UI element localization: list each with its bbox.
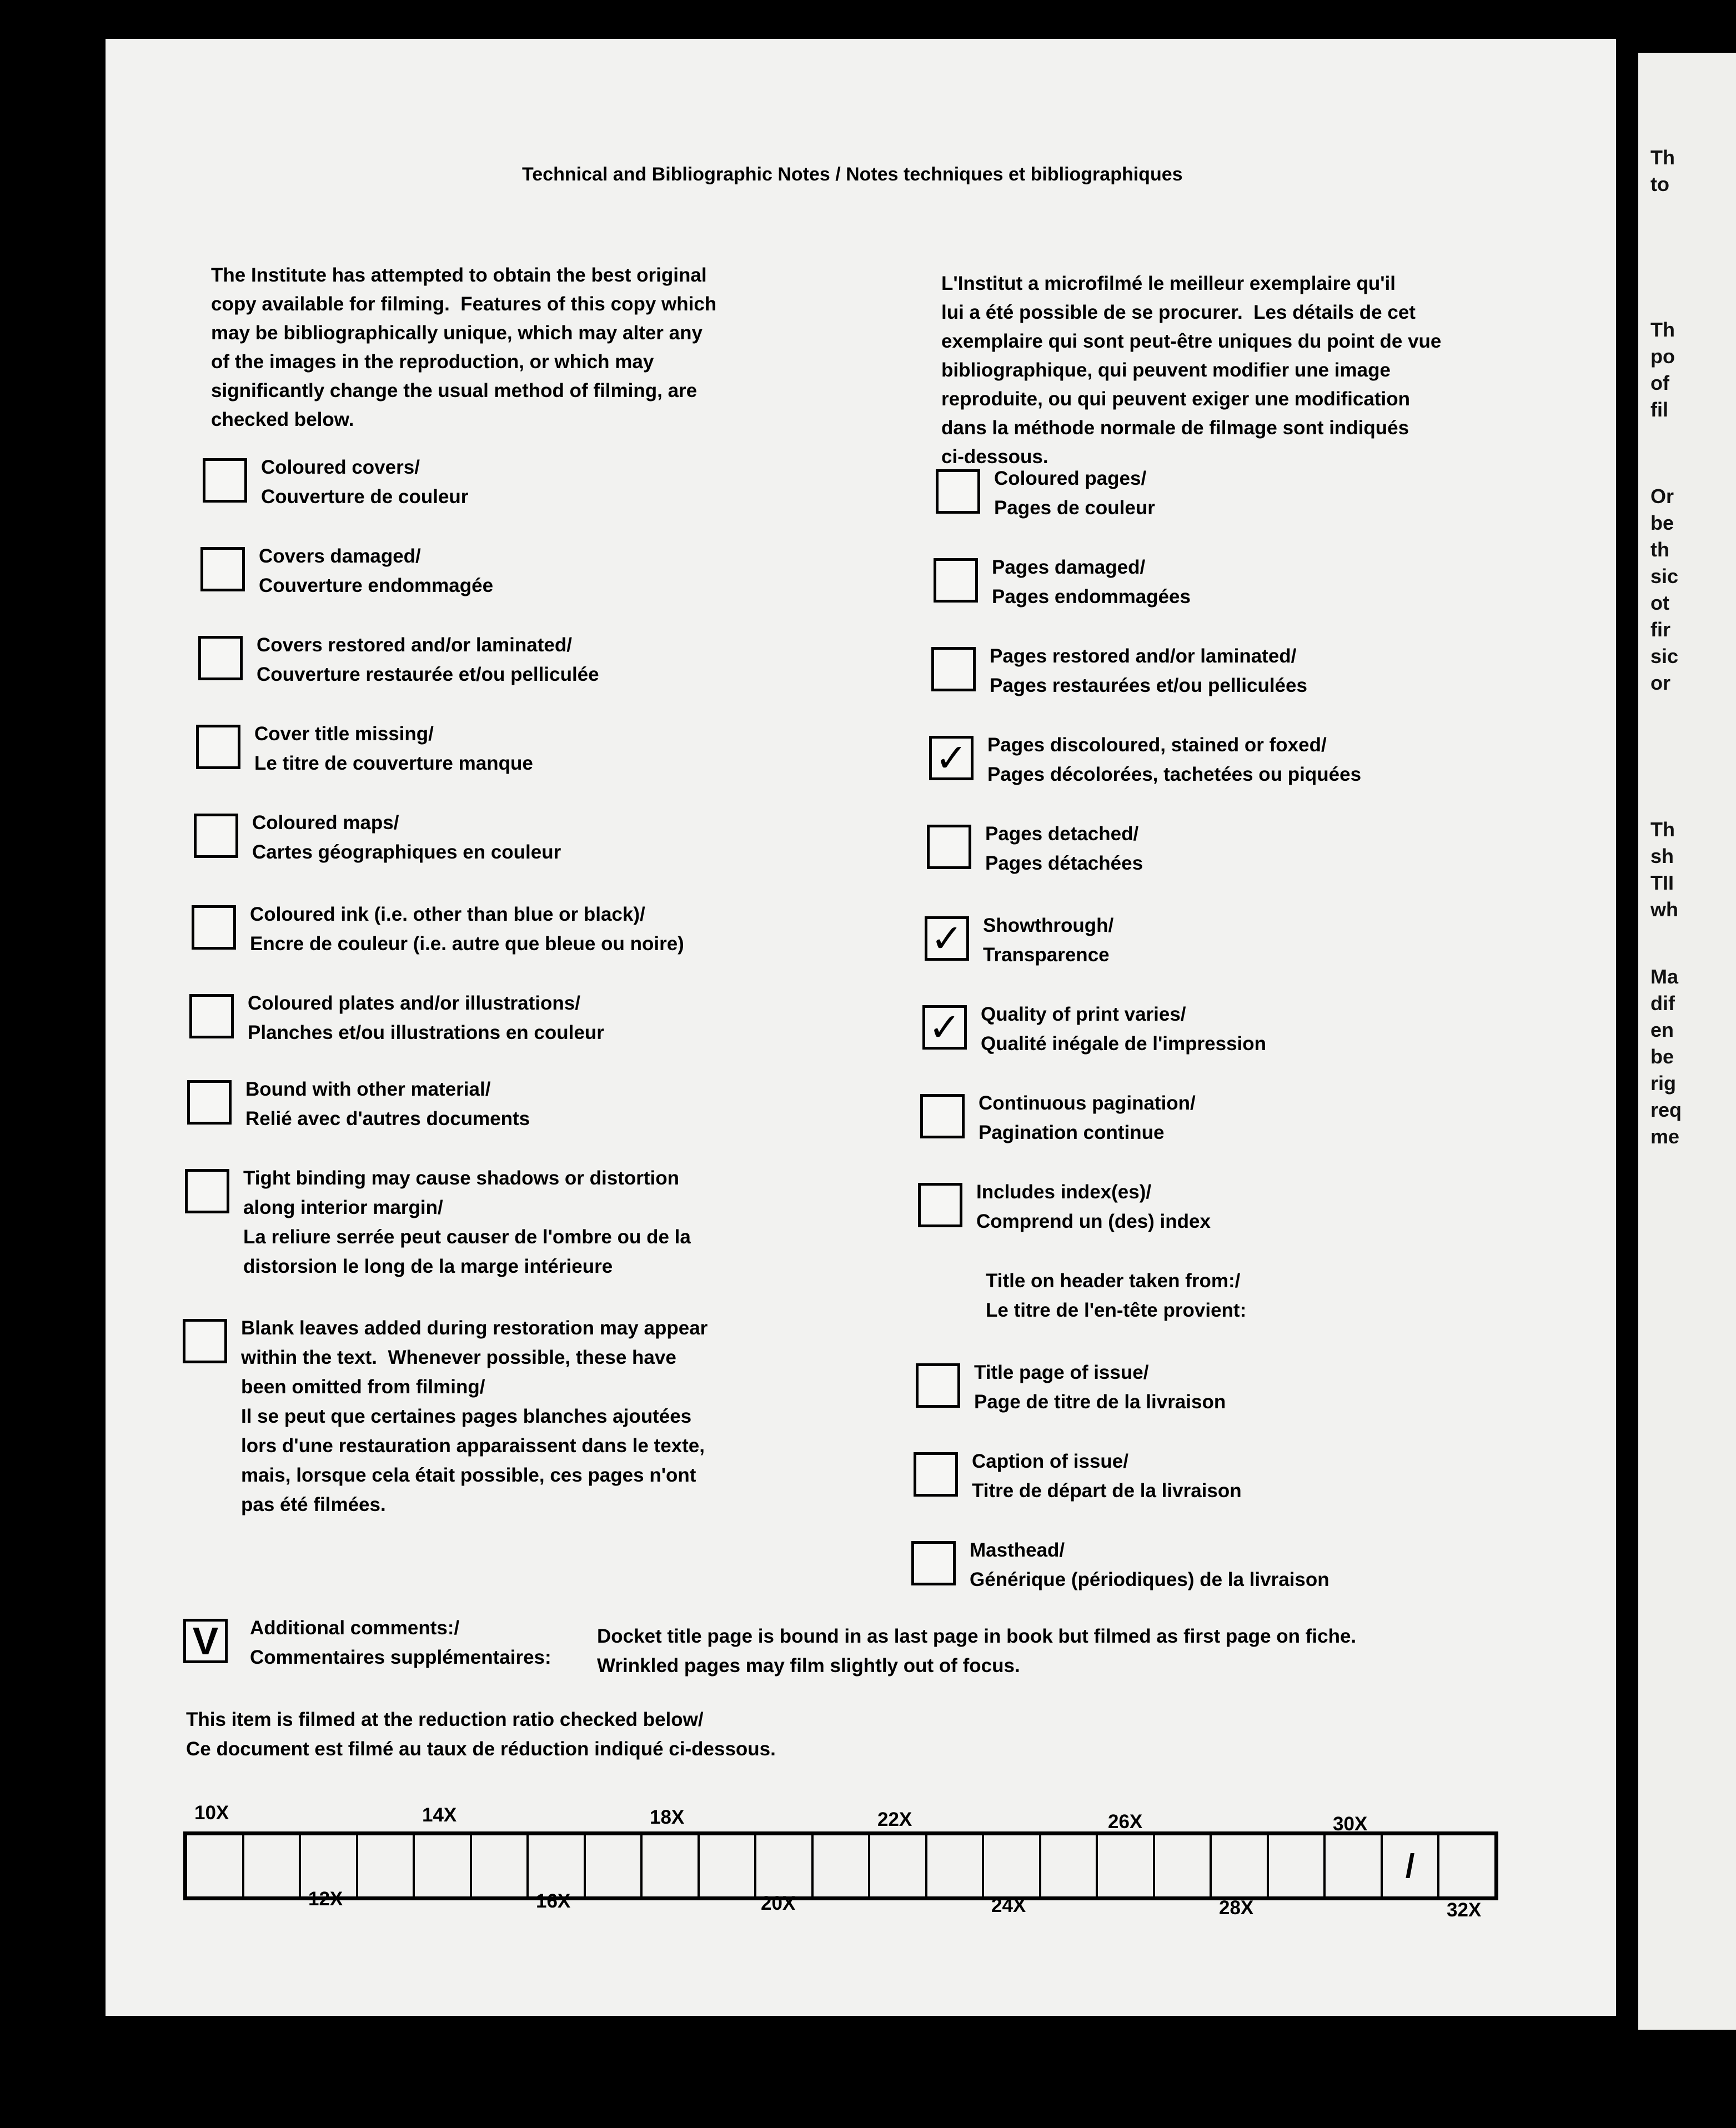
left-checkbox[interactable] [187, 1080, 232, 1125]
reduction-cell[interactable] [415, 1835, 472, 1896]
check-mark-icon: ✓ [930, 917, 964, 960]
check-mark-icon: ✓ [935, 736, 968, 780]
right-checkbox[interactable] [927, 825, 971, 869]
left-checkbox[interactable] [185, 1169, 229, 1213]
ratio-label-bottom: 12X [308, 1888, 343, 1910]
check-mark-icon [923, 1097, 962, 1136]
adjacent-page-strip [1638, 53, 1736, 2030]
reduction-cell[interactable] [870, 1835, 927, 1896]
left-checkbox[interactable] [192, 905, 236, 950]
right-checkbox[interactable] [920, 1094, 965, 1138]
check-mark-icon [192, 997, 231, 1036]
right-item-label: Masthead/ Générique (périodiques) de la livraison [970, 1539, 1329, 1590]
right-item-label: Title page of issue/ Page de titre de la livraison [974, 1362, 1226, 1413]
reduction-cell[interactable] [700, 1835, 757, 1896]
check-mark-icon [919, 1366, 957, 1405]
left-checkbox[interactable] [200, 547, 245, 591]
check-mark-icon [934, 650, 973, 689]
left-item-label: Blank leaves added during restoration may appear within the text. Whenever possible, these have been omitted from filming/ Il se peut que certaines pages blanches ajoutées lors d'une restauration apparaissent dans le texte, mais, lorsque cela était possible, ces pages n'ont pas été filmées. [241, 1317, 708, 1515]
left-item-label: Bound with other material/ Relié avec d'autres documents [245, 1078, 530, 1130]
left-item-label: Coloured maps/ Cartes géographiques en couleur [252, 812, 561, 863]
left-item-label: Cover title missing/ Le titre de couverture manque [254, 723, 533, 774]
adjacent-page-fragment: Th po of fil [1650, 318, 1675, 421]
header-note: Title on header taken from:/ Le titre de l'en-tête provient: [986, 1270, 1247, 1321]
right-checkbox[interactable] [922, 1005, 967, 1050]
reduction-cell[interactable] [756, 1835, 814, 1896]
reduction-cell[interactable] [529, 1835, 586, 1896]
reduction-cell[interactable] [244, 1835, 302, 1896]
check-mark-icon [194, 908, 233, 947]
additional-comments-text: Docket title page is bound in as last page in book but filmed as first page on fiche. Wrinkled pages may film slightly out of focus. [597, 1625, 1357, 1677]
right-item-label: Caption of issue/ Titre de départ de la livraison [972, 1451, 1242, 1502]
left-item-label: Coloured ink (i.e. other than blue or black)/ Encre de couleur (i.e. autre que bleue ou noire) [250, 904, 684, 955]
right-item-label: Continuous pagination/ Pagination continue [979, 1092, 1196, 1143]
check-mark-icon [201, 639, 240, 677]
check-mark-icon: / [1405, 1847, 1415, 1885]
right-checkbox[interactable] [934, 558, 978, 603]
ratio-label-top: 14X [422, 1804, 457, 1826]
reduction-cell[interactable] [1269, 1835, 1326, 1896]
right-checkbox[interactable] [931, 647, 976, 691]
check-mark-icon [914, 1544, 953, 1583]
check-mark-icon [936, 561, 975, 600]
right-item-label: Includes index(es)/ Comprend un (des) index [976, 1181, 1211, 1232]
check-mark-icon [188, 1172, 227, 1211]
ratio-label-top: 26X [1108, 1811, 1143, 1833]
left-item-label: Tight binding may cause shadows or distortion along interior margin/ La reliure serrée peut causer de l'ombre ou de la distorsion le long de la marge intérieure [243, 1167, 691, 1277]
ratio-label-bottom: 32X [1447, 1899, 1482, 1921]
right-checkbox[interactable] [925, 916, 969, 961]
additional-comments-label: Additional comments:/ Commentaires supplémentaires: [250, 1617, 551, 1668]
left-checkbox[interactable] [198, 636, 243, 680]
reduction-cell[interactable] [472, 1835, 529, 1896]
right-checkbox[interactable] [911, 1541, 956, 1585]
intro-french: L'Institut a microfilmé le meilleur exemplaire qu'il lui a été possible de se procurer. Les détails de cet exemplaire qui sont peut-être uniques du point de vue bibliographique, qui peuvent modifier une image reproduite, ou qui peuvent exiger une modification dans la méthode normale de filmage sont indiqués ci-dessous. [941, 273, 1442, 468]
check-mark-icon: ✓ [928, 1006, 961, 1049]
right-item-label: Pages discoloured, stained or foxed/ Pages décolorées, tachetées ou piquées [987, 734, 1362, 785]
right-checkbox[interactable] [914, 1452, 958, 1497]
left-item-label: Covers restored and/or laminated/ Couverture restaurée et/ou pelliculée [257, 634, 599, 685]
left-item-label: Coloured plates and/or illustrations/ Planches et/ou illustrations en couleur [248, 992, 604, 1043]
reduction-cell[interactable] [586, 1835, 643, 1896]
reduction-cell[interactable] [1383, 1835, 1440, 1896]
right-item-label: Pages restored and/or laminated/ Pages restaurées et/ou pelliculées [990, 645, 1307, 696]
check-mark-icon [930, 827, 969, 866]
left-checkbox[interactable] [194, 814, 238, 858]
right-checkbox[interactable] [916, 1363, 960, 1408]
ratio-label-top: 10X [194, 1802, 229, 1824]
reduction-cell[interactable] [1155, 1835, 1212, 1896]
reduction-ratio-text: This item is filmed at the reduction ratio checked below/ Ce document est filmé au taux de réduction indiqué ci-dessous. [186, 1709, 776, 1760]
adjacent-page-fragment: Th to [1650, 146, 1675, 195]
additional-comments-checkbox[interactable] [183, 1619, 228, 1663]
adjacent-page-fragment: Th sh TII wh [1650, 818, 1678, 921]
check-mark-icon: V [192, 1619, 219, 1663]
check-mark-icon [197, 816, 235, 855]
check-mark-icon [916, 1455, 955, 1494]
right-item-label: Quality of print varies/ Qualité inégale de l'impression [981, 1003, 1267, 1055]
right-checkbox[interactable] [936, 469, 980, 514]
adjacent-page-fragment: Ma dif en be rig req me [1650, 965, 1682, 1148]
ratio-label-top: 22X [877, 1809, 912, 1830]
reduction-cell[interactable] [301, 1835, 358, 1896]
ratio-label-top: 18X [650, 1806, 685, 1828]
reduction-cell[interactable] [187, 1835, 244, 1896]
page-title: Technical and Bibliographic Notes / Notes techniques et bibliographiques [522, 164, 1183, 185]
check-mark-icon [185, 1322, 224, 1361]
right-item-label: Pages damaged/ Pages endommagées [992, 556, 1191, 608]
reduction-cell[interactable] [1098, 1835, 1155, 1896]
check-mark-icon [199, 727, 238, 766]
reduction-cell[interactable] [1212, 1835, 1269, 1896]
ratio-label-bottom: 20X [761, 1893, 796, 1914]
left-item-label: Covers damaged/ Couverture endommagée [259, 545, 494, 596]
reduction-cell[interactable] [814, 1835, 871, 1896]
right-item-label: Showthrough/ Transparence [983, 915, 1114, 966]
right-item-label: Pages detached/ Pages détachées [985, 823, 1143, 874]
check-mark-icon [203, 550, 242, 589]
reduction-cell[interactable] [927, 1835, 985, 1896]
adjacent-page-fragment: Or be th sic ot fir sic or [1650, 485, 1679, 694]
reduction-cell[interactable] [1326, 1835, 1383, 1896]
check-mark-icon [205, 461, 244, 500]
right-item-label: Coloured pages/ Pages de couleur [994, 468, 1155, 519]
right-checkbox[interactable] [929, 736, 974, 780]
left-checkbox[interactable] [189, 994, 234, 1038]
ratio-label-bottom: 24X [991, 1895, 1026, 1916]
check-mark-icon [921, 1186, 960, 1224]
left-checkbox[interactable] [203, 458, 247, 503]
right-checkbox[interactable] [918, 1183, 962, 1227]
check-mark-icon [939, 472, 977, 511]
reduction-cell[interactable] [1041, 1835, 1098, 1896]
ratio-label-top: 30X [1333, 1813, 1368, 1835]
reduction-cell[interactable] [643, 1835, 700, 1896]
ratio-label-bottom: 16X [536, 1890, 571, 1912]
check-mark-icon [190, 1083, 229, 1122]
reduction-ratio-scale [183, 1831, 1498, 1900]
intro-english: The Institute has attempted to obtain the best original copy available for filming. Features of this copy which may be bibliographically unique, which may alter any of the images in the reproduction, or which may significantly change the usual method of filming, are checked below. [211, 264, 717, 430]
ratio-label-bottom: 28X [1219, 1897, 1254, 1919]
reduction-cell[interactable] [358, 1835, 415, 1896]
reduction-cell[interactable] [1439, 1835, 1494, 1896]
left-checkbox[interactable] [183, 1319, 227, 1363]
left-item-label: Coloured covers/ Couverture de couleur [261, 456, 469, 508]
left-checkbox[interactable] [196, 725, 240, 769]
reduction-cell[interactable] [984, 1835, 1041, 1896]
page-sheet [106, 39, 1616, 2016]
